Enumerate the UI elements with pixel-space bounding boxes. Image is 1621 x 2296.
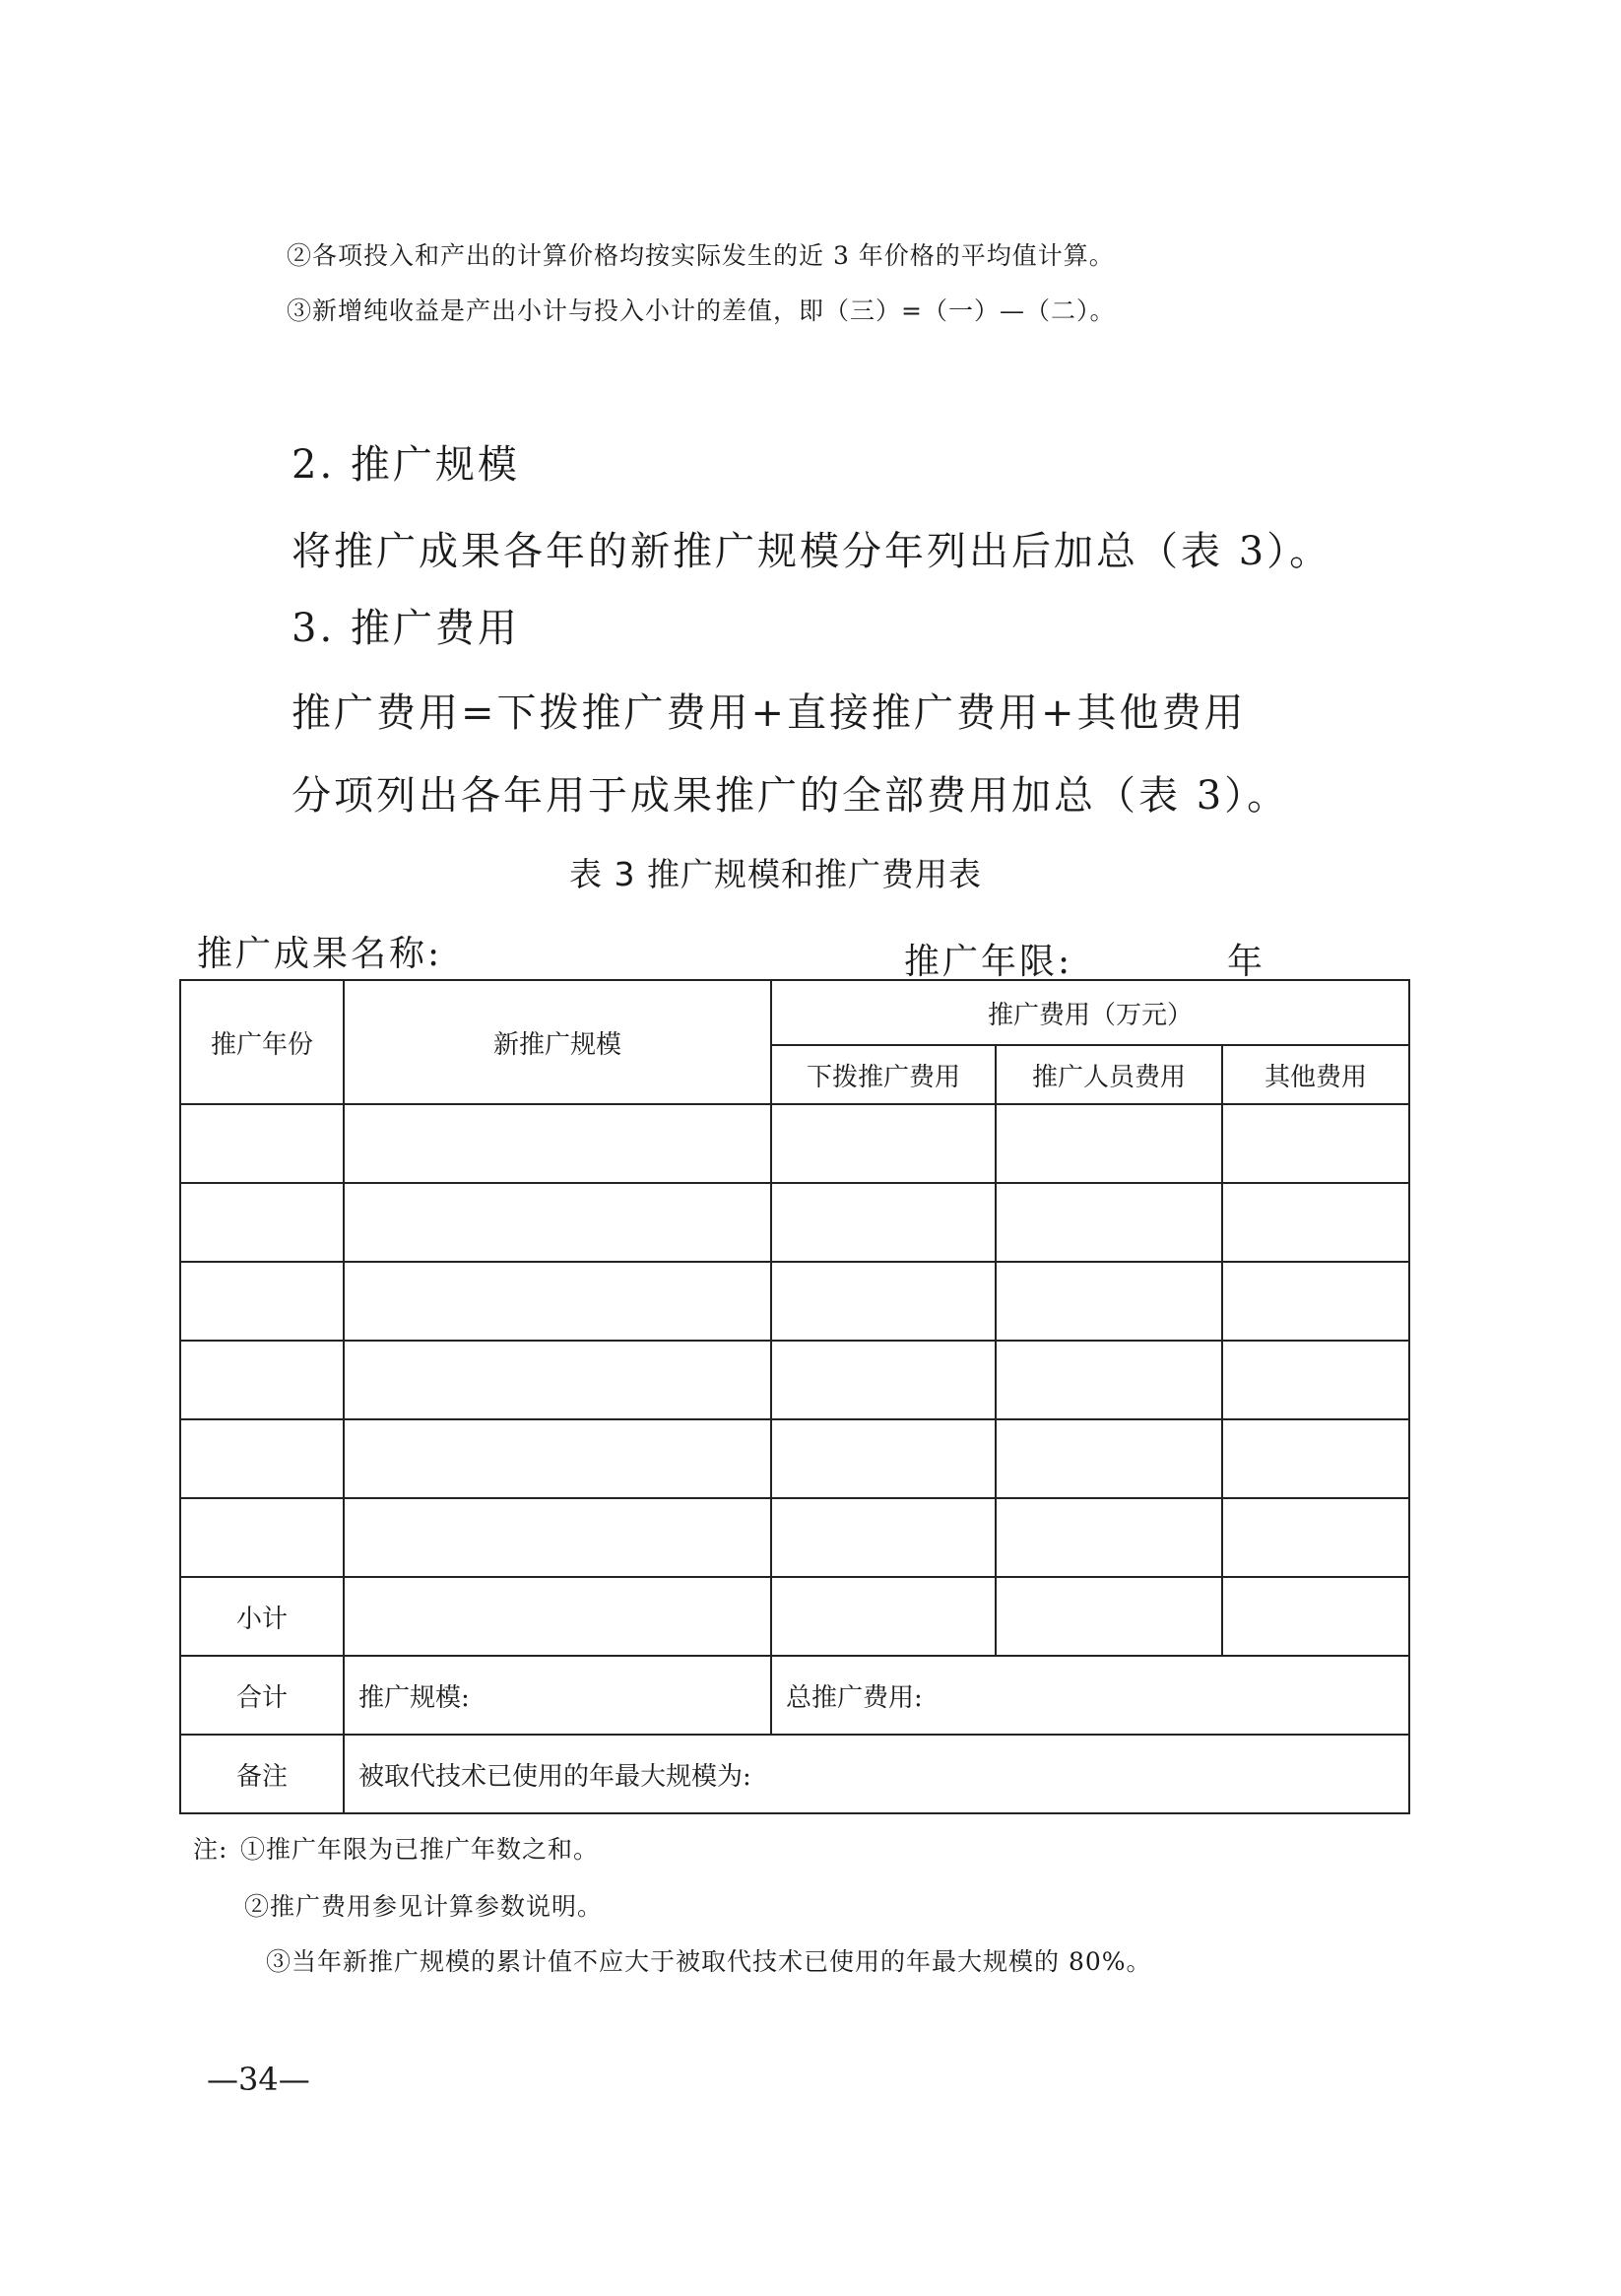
table-row <box>180 1341 1409 1419</box>
table-cell <box>344 1498 771 1577</box>
table-cell <box>771 1419 996 1498</box>
page-number: —34— <box>207 2061 310 2098</box>
table-cell <box>180 1104 344 1183</box>
table-cell <box>180 1262 344 1341</box>
note-calc-price: ②各项投入和产出的计算价格均按实际发生的近 3 年价格的平均值计算。 <box>287 241 1115 270</box>
remarks-label: 备注 <box>180 1735 344 1813</box>
section-2-heading: 2. 推广规模 <box>292 442 520 488</box>
table-cell <box>344 1104 771 1183</box>
table-cell <box>1222 1341 1409 1419</box>
subtotal-label: 小计 <box>180 1577 344 1656</box>
section-2-body: 将推广成果各年的新推广规模分年列出后加总（表 3）。 <box>292 529 1332 574</box>
total-row <box>180 1656 1409 1735</box>
header-other-cost: 其他费用 <box>1222 1045 1409 1104</box>
table-cell <box>996 1419 1222 1498</box>
table-cell <box>1222 1577 1409 1656</box>
section-3-body: 分项列出各年用于成果推广的全部费用加总（表 3）。 <box>292 773 1290 819</box>
header-allocated-cost: 下拨推广费用 <box>771 1045 996 1104</box>
achievement-name-label: 推广成果名称: <box>197 934 443 974</box>
table-cell <box>771 1183 996 1262</box>
table-row <box>180 1498 1409 1577</box>
promotion-years-label: 推广年限: <box>904 942 1073 982</box>
note-net-income: ③新增纯收益是产出小计与投入小计的差值，即（三）=（一）—（二）。 <box>287 296 1116 325</box>
table-cell <box>344 1341 771 1419</box>
footnote-prefix: 注: <box>193 1835 228 1864</box>
table-cell <box>1222 1262 1409 1341</box>
footnote-2: ②推广费用参见计算参数说明。 <box>244 1892 604 1921</box>
table-cell <box>180 1419 344 1498</box>
table-cell <box>1222 1498 1409 1577</box>
table-cell <box>344 1183 771 1262</box>
table-row <box>180 1183 1409 1262</box>
table-cell <box>1222 1104 1409 1183</box>
subtotal-row <box>180 1577 1409 1656</box>
table-cell <box>996 1577 1222 1656</box>
header-cost-group: 推广费用（万元） <box>771 980 1409 1045</box>
table-cell <box>344 1419 771 1498</box>
promotion-years-unit: 年 <box>1227 942 1266 982</box>
header-new-scale: 新推广规模 <box>344 980 771 1104</box>
table-cell <box>996 1498 1222 1577</box>
header-personnel-cost: 推广人员费用 <box>996 1045 1222 1104</box>
table-cell <box>771 1262 996 1341</box>
table-row <box>180 1419 1409 1498</box>
table-cell <box>996 1104 1222 1183</box>
table-cell <box>771 1577 996 1656</box>
table-cell <box>771 1341 996 1419</box>
table-cell <box>180 1498 344 1577</box>
table-cell <box>344 1262 771 1341</box>
section-3-formula: 推广费用=下拨推广费用+直接推广费用+其他费用 <box>292 690 1247 736</box>
footnote-1: ①推广年限为已推广年数之和。 <box>240 1835 600 1864</box>
header-year: 推广年份 <box>180 980 344 1104</box>
table-cell <box>771 1498 996 1577</box>
remarks-text: 被取代技术已使用的年最大规模为: <box>344 1735 1409 1813</box>
table-cell <box>344 1577 771 1656</box>
total-scale-label: 推广规模: <box>344 1656 771 1735</box>
table-row <box>180 1262 1409 1341</box>
table-cell <box>996 1262 1222 1341</box>
table-cell <box>180 1341 344 1419</box>
table-cell <box>996 1341 1222 1419</box>
total-cost-label: 总推广费用: <box>771 1656 1409 1735</box>
promotion-scale-cost-table <box>179 979 1410 1814</box>
remarks-row <box>180 1735 1409 1813</box>
table-row <box>180 1104 1409 1183</box>
table-cell <box>1222 1183 1409 1262</box>
table-cell <box>996 1183 1222 1262</box>
total-label: 合计 <box>180 1656 344 1735</box>
footnote-3: ③当年新推广规模的累计值不应大于被取代技术已使用的年最大规模的 80%。 <box>266 1947 1152 1976</box>
table-cell <box>1222 1419 1409 1498</box>
table-cell <box>180 1183 344 1262</box>
table-cell <box>771 1104 996 1183</box>
table-title: 表 3 推广规模和推广费用表 <box>569 855 982 893</box>
section-3-heading: 3. 推广费用 <box>292 606 520 651</box>
